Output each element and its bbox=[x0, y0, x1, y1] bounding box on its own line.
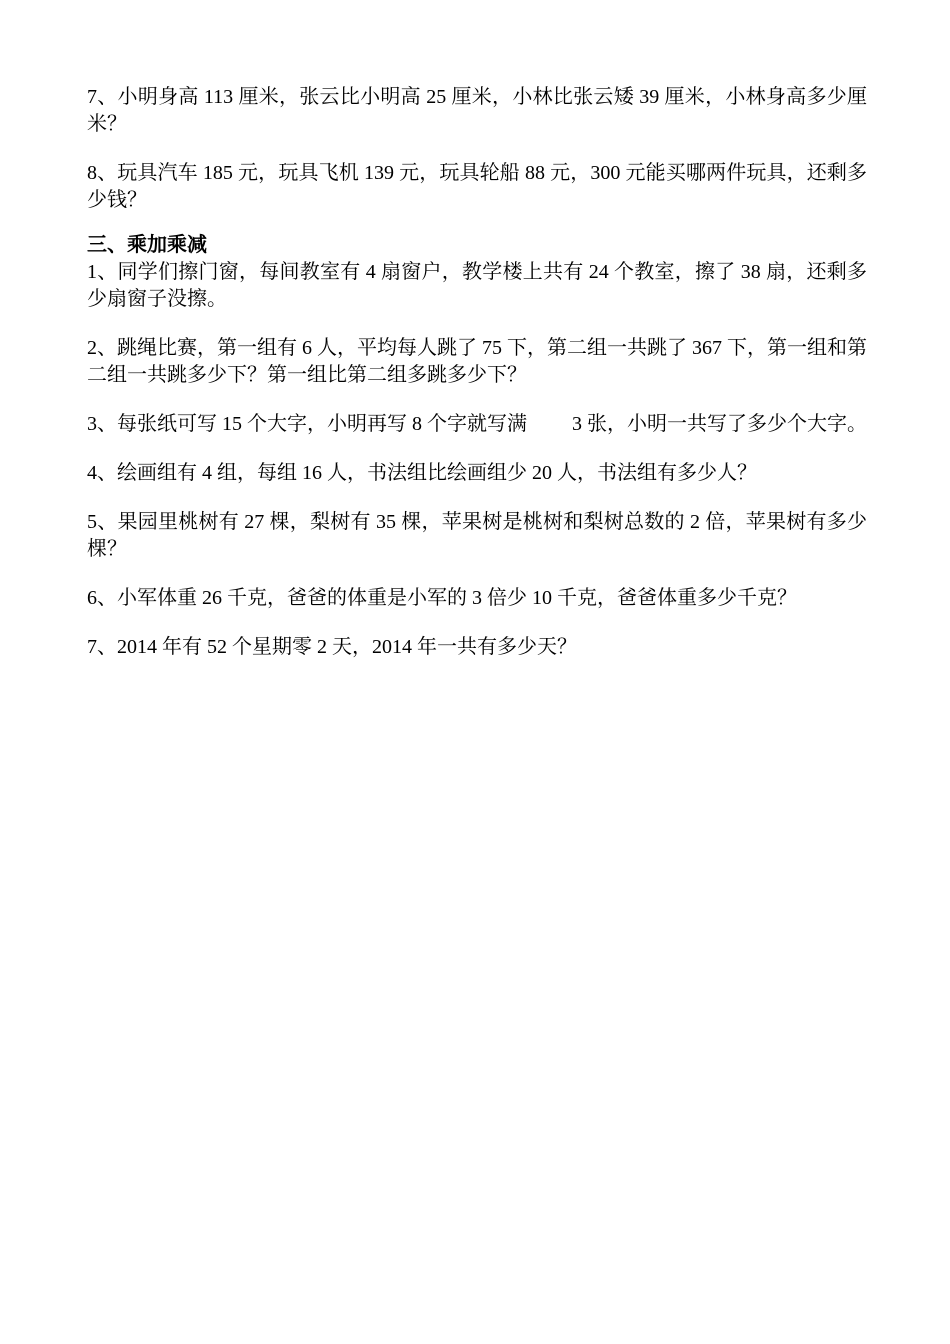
section-three-problem-7: 7、2014 年有 52 个星期零 2 天，2014 年一共有多少天？ bbox=[87, 636, 577, 658]
section-three-problem-2: 2、跳绳比赛，第一组有 6 人，平均每人跳了 75 下，第二组一共跳了 367 下，第一组和第二组一共跳多少下？第一组比第二组多跳多少下？ bbox=[87, 337, 867, 386]
section-three bbox=[87, 232, 867, 661]
section-three-problem-3: 3、每张纸可写 15 个大字，小明再写 8 个字就写满 3 张，小明一共写了多少个大字。 bbox=[87, 413, 867, 435]
section-three-problem-4: 4、绘画组有 4 组，每组 16 人，书法组比绘画组少 20 人，书法组有多少人？ bbox=[87, 462, 757, 484]
section-heading: 三、乘加乘减 bbox=[87, 234, 207, 256]
section-three-problem-6: 6、小军体重 26 千克，爸爸的体重是小军的 3 倍少 10 千克，爸爸体重多少千克？ bbox=[87, 587, 797, 609]
section-three-problem-1: 1、同学们擦门窗，每间教室有 4 扇窗户，教学楼上共有 24 个教室，擦了 38 扇，还剩多少扇窗子没擦。 bbox=[87, 261, 867, 310]
word-problem-8: 8、玩具汽车 185 元，玩具飞机 139 元，玩具轮船 88 元，300 元能买哪两件玩具，还剩多少钱？ bbox=[87, 162, 867, 211]
document-page bbox=[87, 84, 867, 661]
word-problem-7: 7、小明身高 113 厘米，张云比小明高 25 厘米，小林比张云矮 39 厘米，小林身高多少厘米？ bbox=[87, 86, 867, 135]
section-three-problem-5: 5、果园里桃树有 27 棵，梨树有 35 棵，苹果树是桃树和梨树总数的 2 倍，苹果树有多少棵？ bbox=[87, 511, 867, 560]
